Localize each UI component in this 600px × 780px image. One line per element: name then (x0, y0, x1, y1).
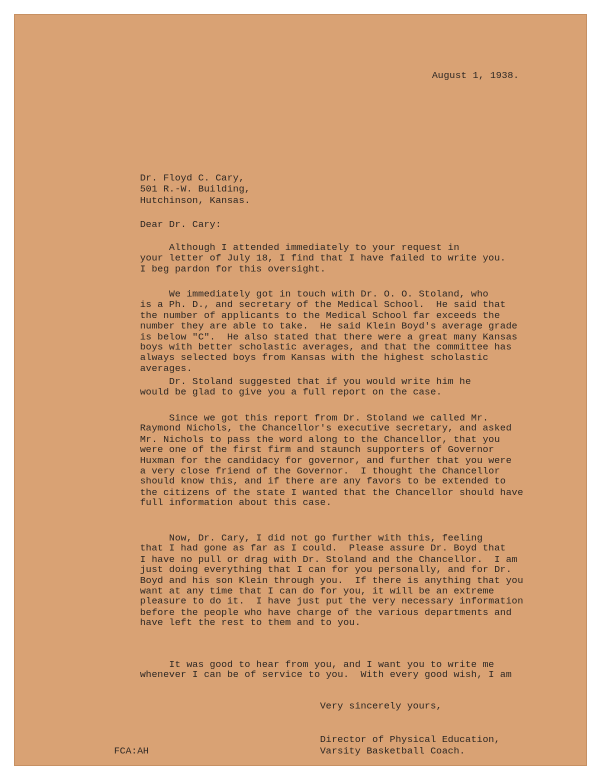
paragraph-line: is a Ph. D., and secretary of the Medical School. He said that (140, 299, 506, 311)
recipient-city: Hutchinson, Kansas. (140, 195, 251, 206)
paragraph-line: want at any time that I can do for you, it will be an extreme (140, 585, 495, 597)
paragraph-2 (140, 289, 540, 374)
paragraph-5 (140, 533, 540, 628)
paragraph-line: number they are able to take. He said Klein Boyd's average grade (140, 321, 518, 332)
letter-date: August 1, 1938. (432, 70, 520, 81)
paragraph-line: your letter of July 18, I find that I have failed to write you. (140, 253, 506, 264)
paragraph-line: Since we got this report from Dr. Stoland we called Mr. (140, 412, 489, 424)
paragraph-line: full information about this case. (140, 497, 332, 509)
paragraph-line: should know this, and if there are any favors to be extended to (140, 476, 506, 487)
paragraph-line: Dr. Stoland suggested that if you would write him he (140, 376, 472, 387)
paragraph-4 (140, 413, 540, 508)
paragraph-line: Raymond Nichols, the Chancellor's executive secretary, and asked (140, 423, 512, 434)
paragraph-line: I beg pardon for this oversight. (140, 263, 326, 275)
paragraph-line: always selected boys from Kansas with the highest scholastic (140, 352, 489, 364)
paragraph-line: before the people who have charge of the various departments and (140, 607, 512, 618)
signature-title: Director of Physical Education, (320, 734, 501, 745)
paragraph-line: boys with better scholastic averages, and that the committee has (140, 342, 512, 353)
paragraph-line: Boyd and his son Klein through you. If there is anything that you (140, 575, 524, 586)
closing: Very sincerely yours, (320, 701, 442, 712)
salutation: Dear Dr. Cary: (140, 219, 222, 230)
paragraph-line: is below "C". He also stated that there were a great many Kansas (140, 331, 518, 342)
paragraph-line: would be glad to give you a full report on the case. (140, 387, 442, 398)
paragraph-line: It was good to hear from you, and I want you to write me (140, 659, 495, 670)
letter-paper (14, 14, 587, 766)
paragraph-1 (140, 243, 540, 275)
paragraph-line: pleasure to do it. I have just put the very necessary information (140, 596, 524, 607)
paragraph-line: a very close friend of the Governor. I thought the Chancellor (140, 466, 501, 477)
paragraph-line: that I had gone as far as I could. Please assure Dr. Boyd that (140, 543, 506, 554)
reference-initials: FCA:AH (114, 745, 149, 757)
paragraph-line: averages. (140, 363, 193, 374)
paragraph-3 (140, 377, 540, 398)
letter-body (14, 14, 587, 757)
signature-subtitle: Varsity Basketball Coach. (320, 745, 466, 757)
paragraph-line: whenever I can be of service to you. With every good wish, I am (140, 670, 512, 681)
paragraph-line: Although I attended immediately to your request in (140, 242, 460, 254)
paragraph-line: have left the rest to them and to you. (140, 617, 361, 629)
paragraph-line: just doing everything that I can for you personally, and for Dr. (140, 564, 512, 575)
paragraph-line: the number of applicants to the Medical School far exceeds the (140, 310, 501, 321)
paragraph-line: the citizens of the state I wanted that the Chancellor should have (140, 487, 524, 498)
paragraph-line: were one of the first firm and staunch supporters of Governor (140, 444, 495, 456)
paragraph-line: We immediately got in touch with Dr. O. O. Stoland, who (140, 289, 489, 300)
recipient-street: 501 R.-W. Building, (140, 184, 251, 195)
paragraph-line: I have no pull or drag with Dr. Stoland and the Chancellor. I am (140, 554, 518, 565)
paragraph-6 (140, 659, 540, 680)
recipient-name: Dr. Floyd C. Cary, (140, 173, 245, 184)
paragraph-line: Now, Dr. Cary, I did not go further with this, feeling (140, 532, 483, 544)
paragraph-line: Huxman for the candidacy for governor, and further that you were (140, 455, 512, 466)
paragraph-line: Mr. Nichols to pass the word along to the Chancellor, that you (140, 434, 501, 445)
